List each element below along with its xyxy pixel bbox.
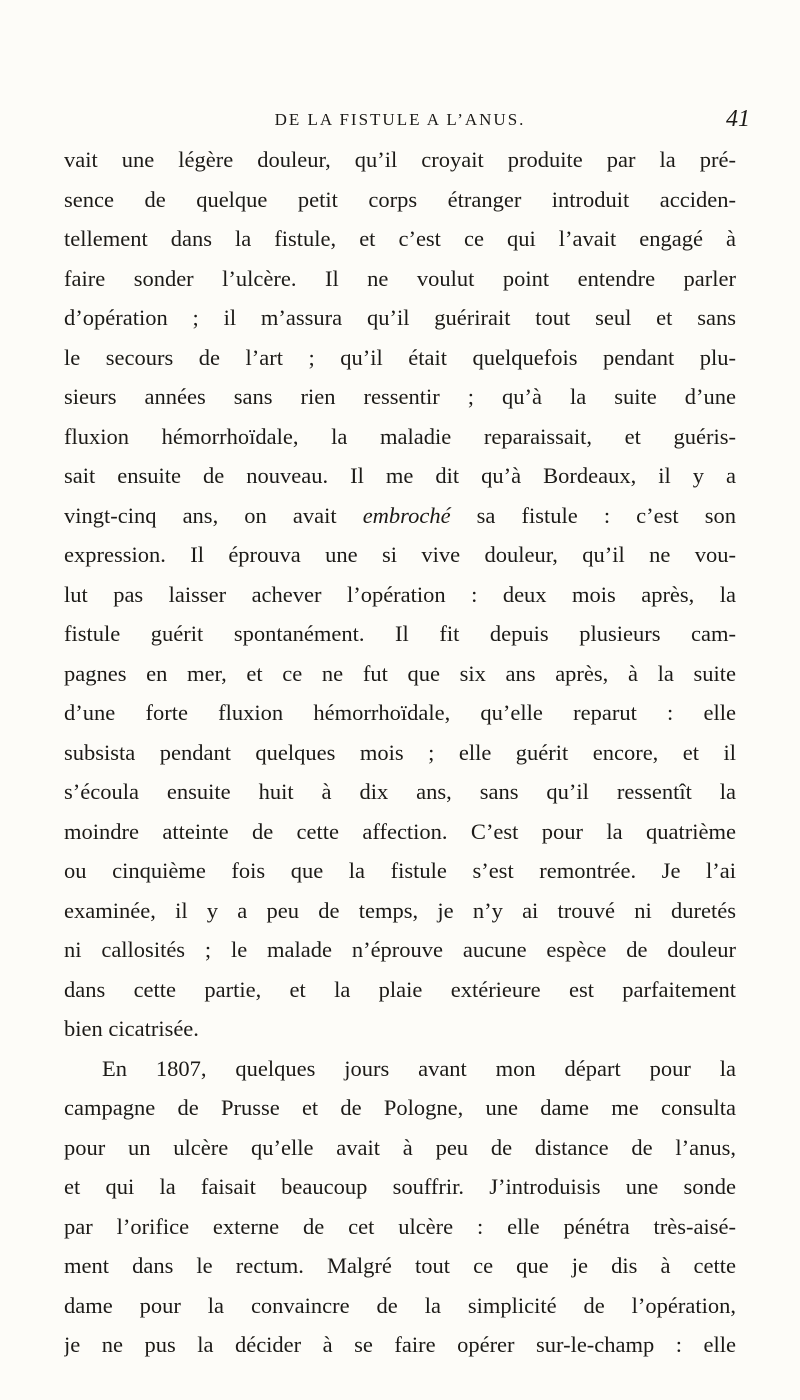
text-line: fluxion hémorrhoïdale, la maladie reparaissait, et guéris-: [64, 423, 736, 449]
text-line: et qui la faisait beaucoup souffrir. J’introduisis une sonde: [64, 1174, 736, 1199]
text-line: s’écoula ensuite huit à dix ans, sans qu’il ressentît la: [64, 779, 736, 804]
text-line: vingt-cinq ans, on avait embroché sa fistule : c’est son: [64, 502, 736, 528]
text-line: ou cinquième fois que la fistule s’est remontrée. Je l’ai: [64, 858, 736, 883]
text-line: d’opération ; il m’assura qu’il guérirait tout seul et sans: [64, 305, 736, 330]
text-line: expression. Il éprouva une si vive douleur, qu’il ne vou-: [64, 542, 736, 567]
text-line: ment dans le rectum. Malgré tout ce que je dis à cette: [64, 1253, 736, 1278]
text-line: pour un ulcère qu’elle avait à peu de distance de l’anus,: [64, 1134, 736, 1160]
running-head: [0, 106, 800, 140]
text-line: je ne pus la décider à se faire opérer sur-le-champ : elle: [64, 1332, 736, 1357]
text-line: examinée, il y a peu de temps, je n’y ai trouvé ni duretés: [64, 897, 736, 923]
text-line: sence de quelque petit corps étranger introduit acciden-: [64, 186, 736, 212]
text-line: par l’orifice externe de cet ulcère : elle pénétra très-aisé-: [64, 1213, 736, 1239]
text-line: pagnes en mer, et ce ne fut que six ans après, à la suite: [64, 660, 736, 686]
text-line: En 1807, quelques jours avant mon départ pour la: [102, 1055, 736, 1081]
text-line: faire sonder l’ulcère. Il ne voulut point entendre parler: [64, 265, 736, 291]
text-line: sait ensuite de nouveau. Il me dit qu’à Bordeaux, il y a: [64, 463, 736, 488]
text-line: ni callosités ; le malade n’éprouve aucune espèce de douleur: [64, 937, 736, 962]
text-line: bien cicatrisée.: [64, 1016, 199, 1041]
text-line: dame pour la convaincre de la simplicité de l’opération,: [64, 1292, 736, 1318]
text-line: moindre atteinte de cette affection. C’est pour la quatrième: [64, 818, 736, 844]
text-line: le secours de l’art ; qu’il était quelquefois pendant plu-: [64, 344, 736, 370]
text-line: fistule guérit spontanément. Il fit depuis plusieurs cam-: [64, 621, 736, 646]
text-line: subsista pendant quelques mois ; elle guérit encore, et il: [64, 739, 736, 765]
text-line: dans cette partie, et la plaie extérieure est parfaitement: [64, 976, 736, 1002]
text-line: sieurs années sans rien ressentir ; qu’à la suite d’une: [64, 384, 736, 409]
text-line: vait une légère douleur, qu’il croyait produite par la pré-: [64, 147, 736, 172]
running-title: DE LA FISTULE A L’ANUS.: [274, 110, 526, 129]
page-number: 41: [726, 106, 750, 132]
text-line: lut pas laisser achever l’opération : deux mois après, la: [64, 581, 736, 607]
text-line: tellement dans la fistule, et c’est ce qui l’avait engagé à: [64, 226, 736, 251]
text-line: campagne de Prusse et de Pologne, une dame me consulta: [64, 1095, 736, 1120]
body-text: [64, 140, 736, 1365]
text-line: d’une forte fluxion hémorrhoïdale, qu’elle reparut : elle: [64, 700, 736, 725]
